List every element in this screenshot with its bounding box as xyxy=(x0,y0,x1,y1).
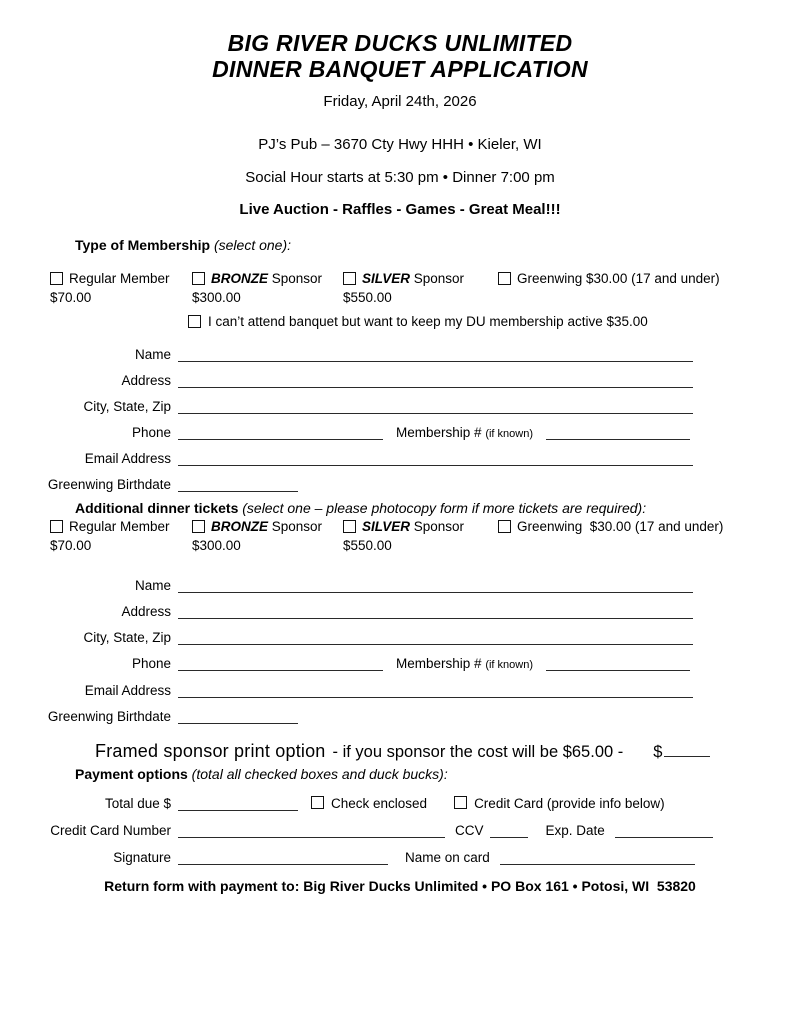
option-emph: BRONZE xyxy=(211,519,268,534)
event-venue: PJ’s Pub – 3670 Cty Hwy HHH • Kieler, WI xyxy=(258,136,542,153)
phone-input-line-1[interactable] xyxy=(178,423,383,440)
ccv-input-line[interactable] xyxy=(490,821,528,838)
check-enclosed-checkbox[interactable] xyxy=(311,796,324,809)
option-label: Sponsor xyxy=(268,271,323,286)
name-label: Name xyxy=(134,347,171,362)
membership-option-greenwing xyxy=(498,271,720,286)
additional-silver-checkbox[interactable] xyxy=(343,520,356,533)
membership-section-heading xyxy=(75,237,291,253)
address-label: Address xyxy=(121,373,171,388)
additional-tickets-heading xyxy=(75,500,646,516)
option-emph: SILVER xyxy=(362,271,411,286)
option-price: $300.00 xyxy=(192,538,241,553)
option-label: Sponsor xyxy=(410,519,465,534)
membership-number-text: Membership # xyxy=(396,656,482,671)
name-on-card-label: Name on card xyxy=(405,850,490,865)
city-input-line-1[interactable] xyxy=(178,397,693,414)
additional-option-bronze xyxy=(192,519,322,553)
city-state-zip-label: City, State, Zip xyxy=(83,399,171,414)
event-schedule: Social Hour starts at 5:30 pm • Dinner 7:00 pm xyxy=(245,169,555,186)
email-input-line-2[interactable] xyxy=(178,681,693,698)
total-due-label: Total due $ xyxy=(104,796,171,811)
greenwing-birthdate-input-line-2[interactable] xyxy=(178,707,298,724)
option-price: $550.00 xyxy=(343,538,392,553)
city-state-zip-label: City, State, Zip xyxy=(83,630,171,645)
membership-number-note: (if known) xyxy=(485,659,533,671)
field-row-city-1 xyxy=(0,394,693,414)
silver-sponsor-checkbox[interactable] xyxy=(343,272,356,285)
event-tagline: Live Auction - Raffles - Games - Great Meal!!! xyxy=(239,201,561,218)
field-row-name-1 xyxy=(0,342,693,362)
membership-number-input-line-2[interactable] xyxy=(546,654,690,671)
framed-print-option-row xyxy=(95,741,710,762)
option-price: $70.00 xyxy=(50,538,92,553)
form-title-line2: DINNER BANQUET APPLICATION xyxy=(212,56,588,82)
greenwing-birthdate-label: Greenwing Birthdate xyxy=(47,709,171,724)
name-on-card-input-line[interactable] xyxy=(500,848,695,865)
additional-option-greenwing xyxy=(498,519,723,534)
address-label: Address xyxy=(121,604,171,619)
total-due-row xyxy=(0,791,665,811)
option-emph: SILVER xyxy=(362,519,411,534)
signature-input-line[interactable] xyxy=(178,848,388,865)
signature-row xyxy=(0,845,695,865)
option-price: $70.00 xyxy=(50,290,92,305)
phone-label: Phone xyxy=(131,656,171,671)
option-label: Greenwing $30.00 (17 and under) xyxy=(517,519,724,534)
field-row-phone-2 xyxy=(0,651,690,671)
exp-date-input-line[interactable] xyxy=(615,821,713,838)
greenwing-birthdate-input-line-1[interactable] xyxy=(178,475,298,492)
event-date: Friday, April 24th, 2026 xyxy=(323,93,477,110)
email-label: Email Address xyxy=(84,683,171,698)
credit-card-number-label: Credit Card Number xyxy=(50,823,171,838)
credit-card-checkbox[interactable] xyxy=(454,796,467,809)
membership-options-row xyxy=(0,271,800,309)
name-input-line-2[interactable] xyxy=(178,576,693,593)
total-due-input-line[interactable] xyxy=(178,794,298,811)
additional-greenwing-checkbox[interactable] xyxy=(498,520,511,533)
membership-heading-note: (select one): xyxy=(210,237,292,253)
email-input-line-1[interactable] xyxy=(178,449,693,466)
framed-print-currency: $ xyxy=(653,743,663,761)
membership-option-regular xyxy=(50,271,170,305)
field-row-name-2 xyxy=(0,573,693,593)
greenwing-checkbox[interactable] xyxy=(498,272,511,285)
name-label: Name xyxy=(134,578,171,593)
membership-number-input-line-1[interactable] xyxy=(546,423,690,440)
form-title-line1: BIG RIVER DUCKS UNLIMITED xyxy=(227,30,573,56)
field-row-city-2 xyxy=(0,625,693,645)
additional-options-row xyxy=(0,519,800,557)
option-label: Sponsor xyxy=(268,519,323,534)
field-row-email-2 xyxy=(0,678,693,698)
membership-number-note: (if known) xyxy=(485,428,533,440)
option-price: $300.00 xyxy=(192,290,241,305)
option-label: Regular Member xyxy=(69,519,170,534)
additional-option-silver xyxy=(343,519,464,553)
option-label: Sponsor xyxy=(410,271,465,286)
option-label: Greenwing $30.00 (17 and under) xyxy=(517,271,720,286)
phone-label: Phone xyxy=(131,425,171,440)
bronze-sponsor-checkbox[interactable] xyxy=(192,272,205,285)
membership-heading-text: Type of Membership xyxy=(75,237,211,253)
phone-input-line-2[interactable] xyxy=(178,654,383,671)
framed-print-amount-line[interactable] xyxy=(664,753,710,757)
field-row-address-1 xyxy=(0,368,693,388)
address-input-line-2[interactable] xyxy=(178,602,693,619)
field-row-email-1 xyxy=(0,446,693,466)
field-row-address-2 xyxy=(0,599,693,619)
cant-attend-option xyxy=(188,314,648,329)
cant-attend-label: I can’t attend banquet but want to keep my DU membership active $35.00 xyxy=(208,314,648,329)
address-input-line-1[interactable] xyxy=(178,371,693,388)
payment-options-heading xyxy=(75,766,448,782)
membership-option-bronze xyxy=(192,271,322,305)
name-input-line-1[interactable] xyxy=(178,345,693,362)
email-label: Email Address xyxy=(84,451,171,466)
additional-bronze-checkbox[interactable] xyxy=(192,520,205,533)
signature-label: Signature xyxy=(113,850,171,865)
credit-card-number-input-line[interactable] xyxy=(178,821,445,838)
additional-heading-text: Additional dinner tickets xyxy=(75,500,239,516)
membership-option-silver xyxy=(343,271,464,305)
membership-number-label xyxy=(396,656,533,671)
payment-heading-note: (total all checked boxes and duck bucks): xyxy=(187,766,448,782)
credit-card-label: Credit Card (provide info below) xyxy=(474,796,665,811)
field-row-phone-1 xyxy=(0,420,690,440)
membership-number-label xyxy=(396,425,533,440)
payment-heading-text: Payment options xyxy=(75,766,188,782)
check-enclosed-label: Check enclosed xyxy=(331,796,428,811)
city-input-line-2[interactable] xyxy=(178,628,693,645)
option-label: Regular Member xyxy=(69,271,170,286)
greenwing-birthdate-label: Greenwing Birthdate xyxy=(47,477,171,492)
return-instructions: Return form with payment to: Big River Ducks Unlimited • PO Box 161 • Potosi, WI 53820 xyxy=(104,878,696,894)
regular-member-checkbox[interactable] xyxy=(50,272,63,285)
credit-card-row xyxy=(0,818,713,838)
ccv-label: CCV xyxy=(455,823,484,838)
framed-print-title: Framed sponsor print option xyxy=(95,741,326,761)
additional-regular-checkbox[interactable] xyxy=(50,520,63,533)
exp-date-label: Exp. Date xyxy=(545,823,605,838)
option-price: $550.00 xyxy=(343,290,392,305)
additional-heading-note: (select one – please photocopy form if more tickets are required): xyxy=(238,500,647,516)
field-row-greenwing-birthdate-1 xyxy=(0,472,298,492)
field-row-greenwing-birthdate-2 xyxy=(0,704,298,724)
cant-attend-checkbox[interactable] xyxy=(188,315,201,328)
membership-number-text: Membership # xyxy=(396,425,482,440)
option-emph: BRONZE xyxy=(211,271,268,286)
framed-print-note: - if you sponsor the cost will be $65.00 - xyxy=(332,743,624,761)
additional-option-regular xyxy=(50,519,170,553)
